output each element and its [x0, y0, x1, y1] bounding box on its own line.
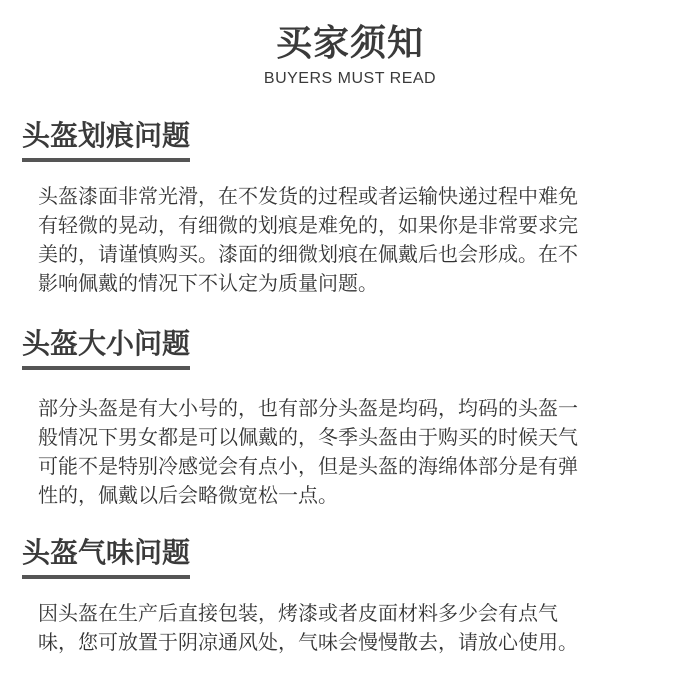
section-body-scratches [38, 182, 662, 298]
paragraph-line: 可能不是特别冷感觉会有点小，但是头盔的海绵体部分是有弹 [38, 454, 578, 478]
paragraph-line: 头盔漆面非常光滑，在不发货的过程或者运输快递过程中难免 [38, 184, 578, 208]
page-subtitle: BUYERS MUST READ [263, 70, 437, 87]
section-heading [22, 535, 190, 579]
section-underline [22, 366, 190, 370]
paragraph-line: 般情况下男女都是可以佩戴的，冬季头盔由于购买的时候天气 [38, 425, 578, 449]
paragraph-line: 味，您可放置于阴凉通风处，气味会慢慢散去，请放心使用。 [38, 630, 578, 654]
section-body-odor [38, 599, 662, 657]
page-title: 买家须知 [275, 23, 424, 64]
paragraph-line: 美的，请谨慎购买。漆面的细微划痕在佩戴后也会形成。在不 [38, 242, 578, 266]
paragraph-line: 有轻微的晃动，有细微的划痕是难免的，如果你是非常要求完 [38, 213, 578, 237]
section-title-odor: 头盔气味问题 [22, 536, 191, 569]
section-underline [22, 158, 190, 162]
paragraph-line: 因头盔在生产后直接包装，烤漆或者皮面材料多少会有点气 [38, 601, 558, 625]
section-title-scratches: 头盔划痕问题 [22, 119, 191, 152]
section-body-size [38, 394, 662, 510]
section-title-size: 头盔大小问题 [22, 327, 191, 360]
section-heading [22, 118, 190, 162]
paragraph-line: 部分头盔是有大小号的，也有部分头盔是均码，均码的头盔一 [38, 396, 578, 420]
paragraph-line: 性的，佩戴以后会略微宽松一点。 [38, 483, 338, 507]
section-underline [22, 575, 190, 579]
page-header [0, 22, 700, 88]
section-heading [22, 326, 190, 370]
paragraph-line: 影响佩戴的情况下不认定为质量问题。 [38, 271, 378, 295]
